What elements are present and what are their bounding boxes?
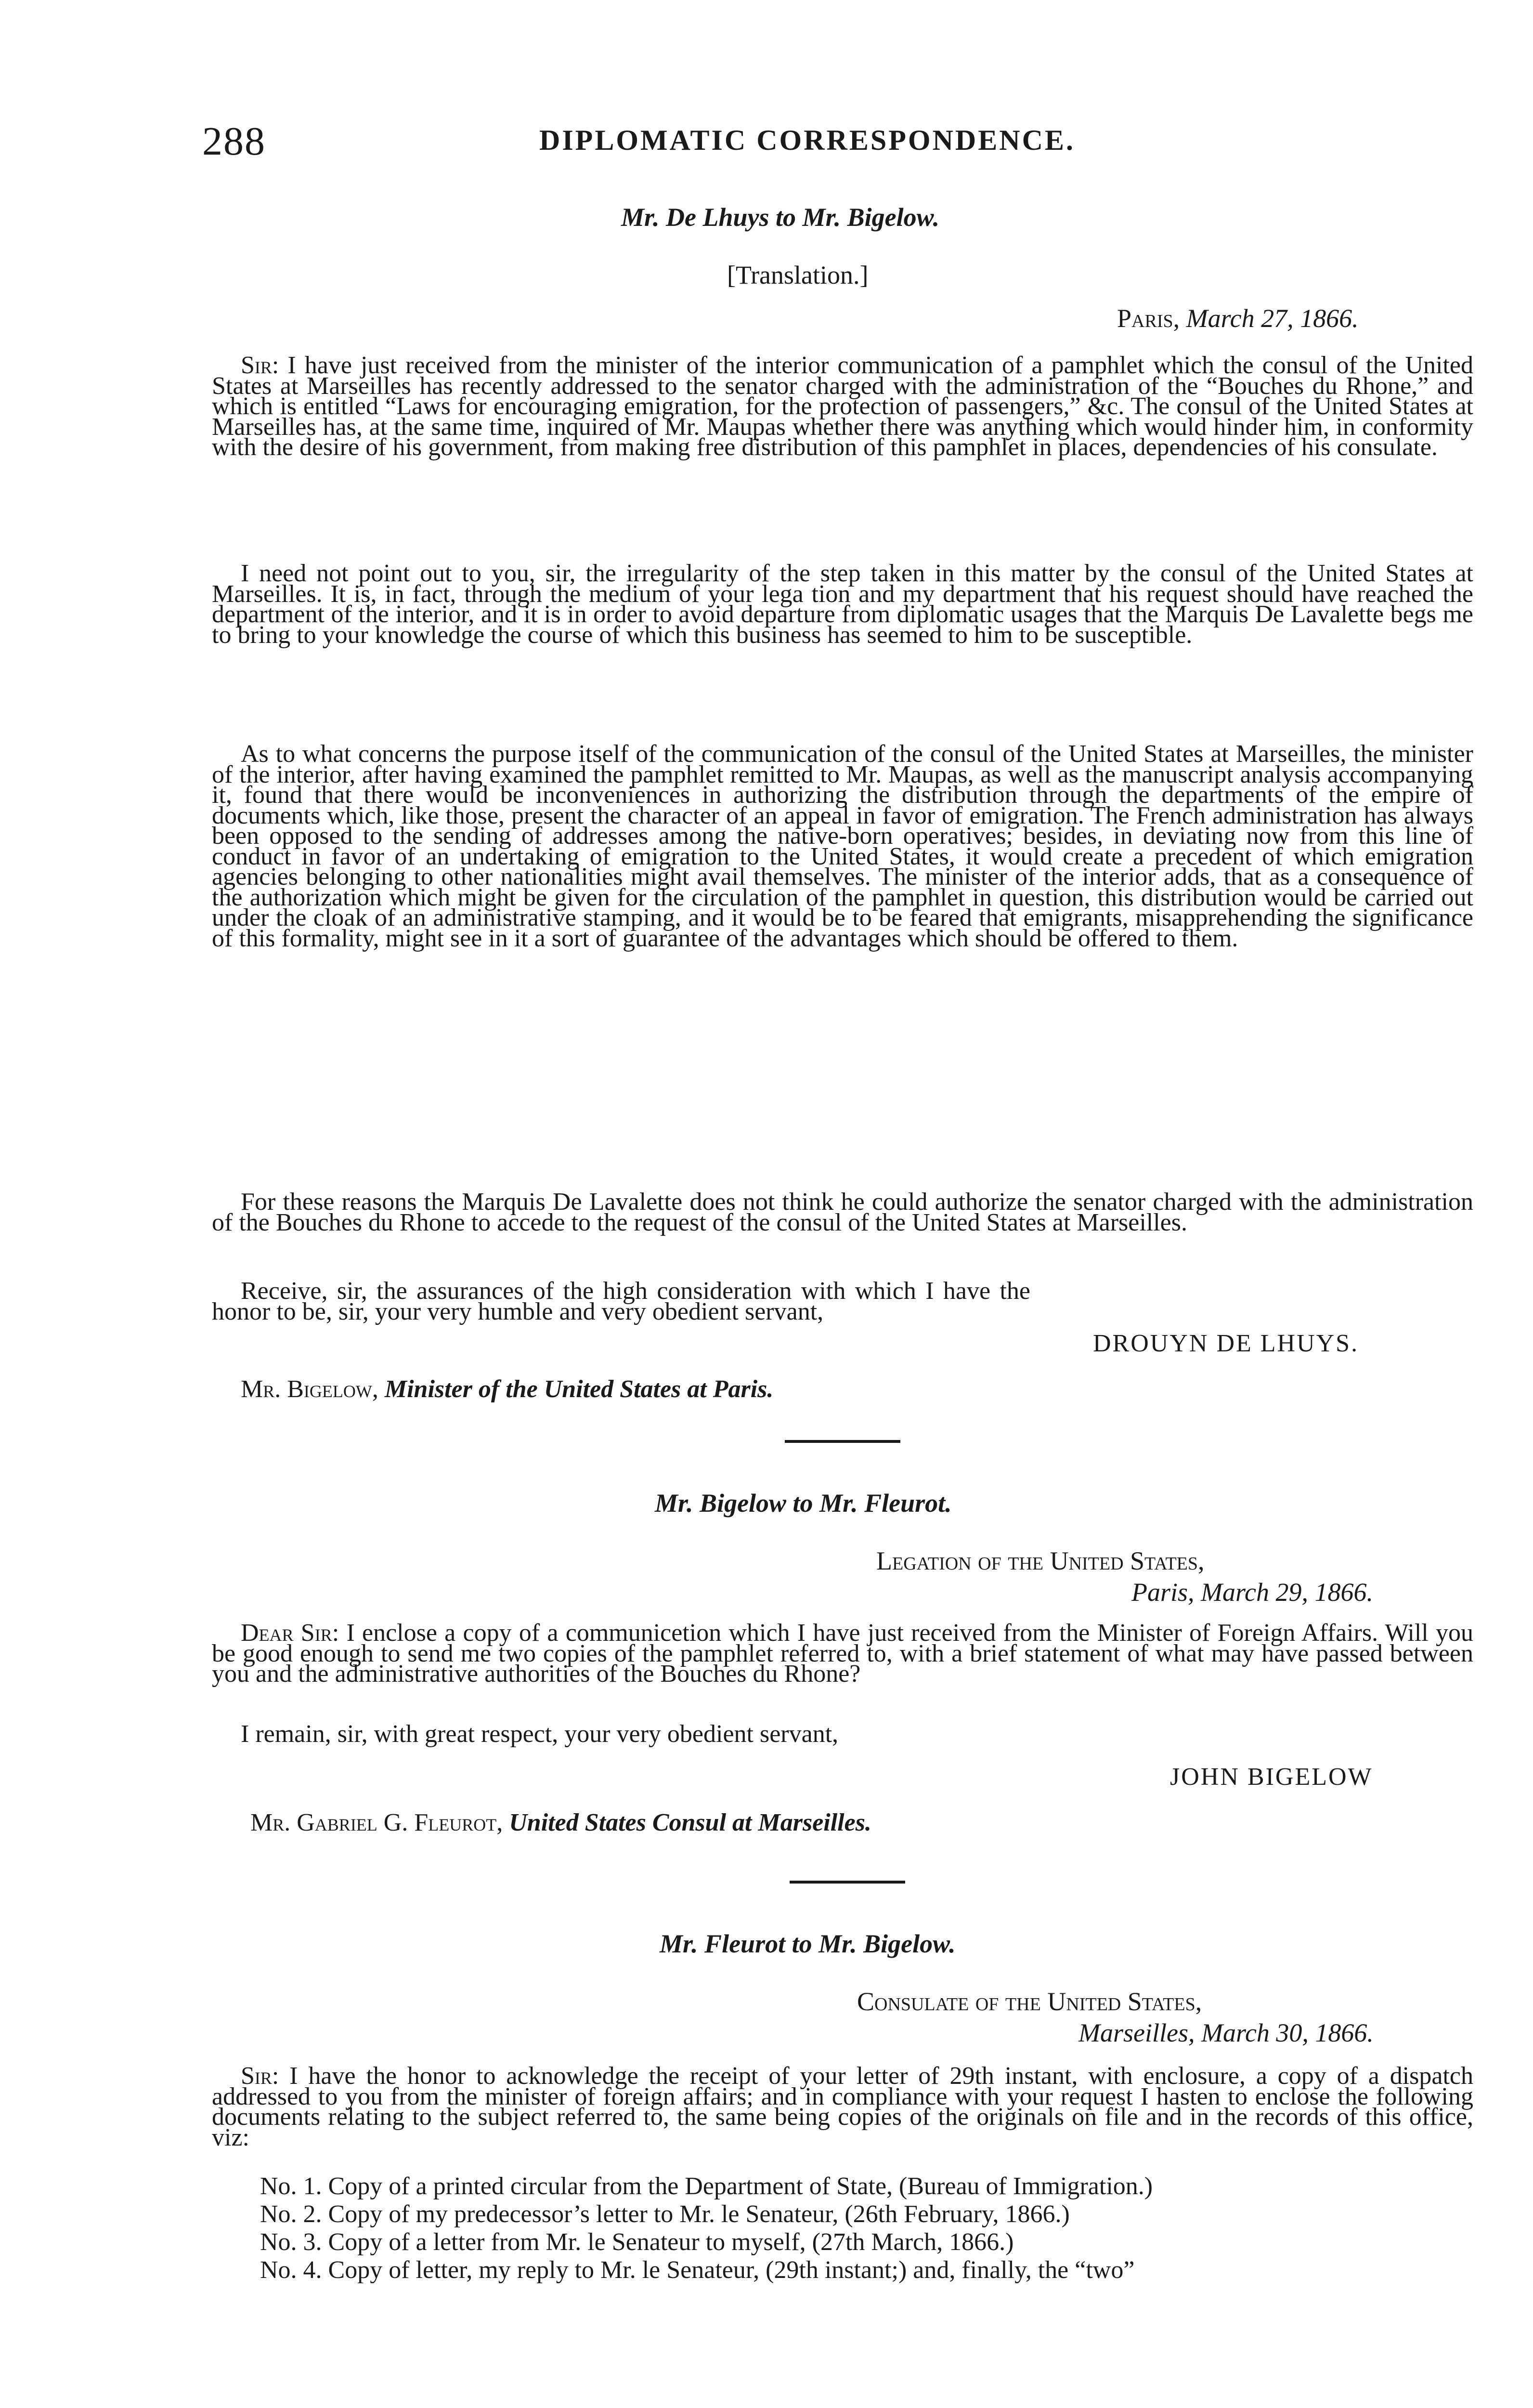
letter-3-place: Consulate of the United States, <box>857 1987 1202 2016</box>
letter-1-signature: DROUYN DE LHUYS. <box>1093 1330 1359 1357</box>
running-title: DIPLOMATIC CORRESPONDENCE. <box>539 124 1075 156</box>
letter-3-caption: Mr. Fleurot to Mr. Bigelow. <box>660 1929 956 1958</box>
page-number: 288 <box>202 119 266 164</box>
letter-2-paragraph-1: Dear Sir: I enclose a copy of a communicetion which I have just received from the Minister of Foreign Affairs. Will you be good enough to send me two copies of the pamphlet referred to, with a brief statement of what may have passed between you and the administrative authorities of the Bouches du Rhone? <box>212 1619 1474 1688</box>
letter-2-place: Legation of the United States, <box>876 1546 1205 1575</box>
letter-1-addressee: Mr. Bigelow, Minister of the United States at Paris. <box>241 1375 774 1403</box>
section-divider <box>785 1440 900 1443</box>
enclosure-item-2: No. 2. Copy of my predecessor’s letter to Mr. le Senateur, (26th February, 1866.) <box>260 2200 1070 2228</box>
letter-1-paragraph-5: Receive, sir, the assurances of the high consideration with which I have the honor to be, sir, your very humble and very obedient servant, <box>212 1277 1030 1325</box>
letter-3-salutation: Sir: <box>241 2062 279 2090</box>
translation-note: [Translation.] <box>727 261 869 289</box>
letter-1-paragraph-3: As to what concerns the purpose itself of the communication of the consul of the United States at Marseilles, the minister of the interior, after having examined the pamphlet remitted to Mr. Maupas, as well as the manuscript analysis accompanying it, found that there would be inconveniences in authorizing the distribution through the departments of the empire of documents which, like those, present the character of an appeal in favor of emigration. The French administration has always been opposed to the sending of addresses among the native-born operatives; besides, in deviating now from this line of conduct in favor of an undertaking of emigration to the United States, it would create a precedent of which emigration agencies belonging to other nationalities might avail themselves. The minister of the interior adds, that as a consequence of the authorization which might be given for the circulation of the pamphlet in question, this distribution would be carried out under the cloak of an administrative stamping, and it would be to be feared that emigrants, misapprehending the significance of this formality, might see in it a sort of guarantee of the advantages which should be offered to them. <box>212 740 1473 952</box>
letter-2-signature: JOHN BIGELOW <box>1170 1763 1373 1791</box>
letter-1-caption: Mr. De Lhuys to Mr. Bigelow. <box>621 203 940 232</box>
letter-2-salutation: Dear Sir: <box>241 1619 339 1647</box>
letter-1-place: Paris, <box>1117 304 1180 333</box>
letter-1-dateline <box>1117 303 1359 333</box>
letter-1-paragraph-1: Sir: I have just received from the minister of the interior communication of a pamphlet which the consul of the United States at Marseilles has recently addressed to the senator charged with the administration of the “Bouches du Rhone,” and which is entitled “Laws for encouraging emigration, for the protection of passengers,” &c. The consul of the United States at Marseilles has, at the same time, inquired of Mr. Maupas whether there was anything which would hinder him, in conformity with the desire of his government, from making free distribution of this pamphlet in places, dependencies of his consulate. <box>212 352 1473 461</box>
enclosure-item-4: No. 4. Copy of letter, my reply to Mr. le Senateur, (29th instant;) and, finally, the “two” <box>260 2256 1135 2284</box>
letter-2-date: Paris, March 29, 1866. <box>1131 1578 1373 1607</box>
enclosure-item-1: No. 1. Copy of a printed circular from the Department of State, (Bureau of Immigration.) <box>260 2172 1153 2200</box>
letter-1-salutation: Sir: <box>241 352 279 379</box>
section-divider <box>790 1881 905 1884</box>
letter-2-paragraph-2: I remain, sir, with great respect, your very obedient servant, <box>241 1720 839 1748</box>
letter-1-paragraph-2: I need not point out to you, sir, the irregularity of the step taken in this matter by the consul of the United States at Marseilles. It is, in fact, through the medium of your lega tion and my department that his request should have reached the department of the interior, and it is in order to avoid departure from diplomatic usages that the Marquis De Lavalette begs me to bring to your knowledge the course of which this business has seemed to him to be susceptible. <box>212 560 1473 649</box>
enclosure-item-3: No. 3. Copy of a letter from Mr. le Senateur to myself, (27th March, 1866.) <box>260 2228 1014 2256</box>
letter-3-date: Marseilles, March 30, 1866. <box>1078 2018 1374 2047</box>
letter-1-date: March 27, 1866. <box>1186 304 1359 333</box>
letter-1-paragraph-4: For these reasons the Marquis De Lavalette does not think he could authorize the senator charged with the administration of the Bouches du Rhone to accede to the request of the consul of the United States at Marseilles. <box>212 1188 1473 1236</box>
letter-2-caption: Mr. Bigelow to Mr. Fleurot. <box>655 1489 952 1518</box>
letter-2-addressee: Mr. Gabriel G. Fleurot, United States Consul at Marseilles. <box>250 1809 871 1836</box>
page-header <box>202 118 1473 176</box>
letter-3-paragraph-1: Sir: I have the honor to acknowledge the receipt of your letter of 29th instant, with enclosure, a copy of a dispatch addressed to you from the minister of foreign affairs; and in compliance with your request I hasten to enclose the following documents relating to the subject referred to, the same being copies of the originals on file and in the records of this office, viz: <box>212 2062 1474 2151</box>
